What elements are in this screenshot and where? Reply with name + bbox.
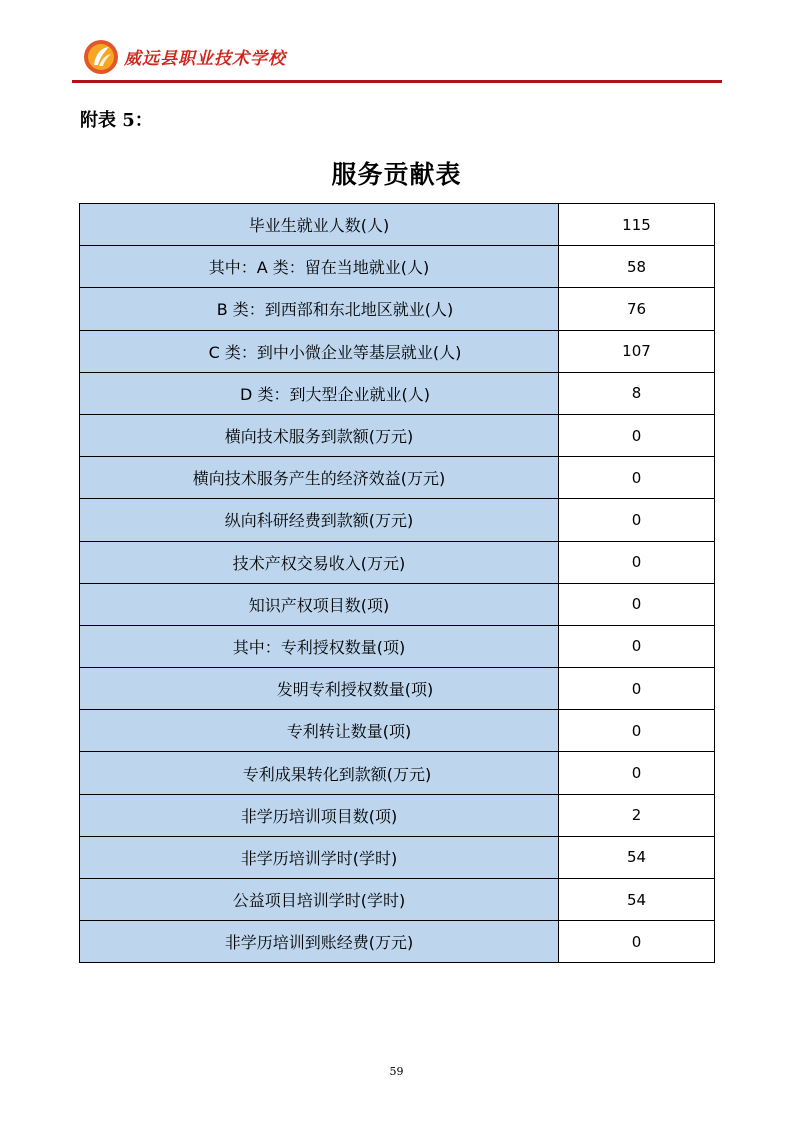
table-row	[80, 541, 715, 583]
row-label: 横向技术服务产生的经济效益(万元)	[80, 457, 559, 499]
table-row	[80, 752, 715, 794]
table-row	[80, 836, 715, 878]
table-row	[80, 499, 715, 541]
table-row	[80, 583, 715, 625]
row-value: 0	[559, 414, 715, 456]
row-label: 其中：专利授权数量(项)	[80, 625, 559, 667]
appendix-label: 附表 5：	[80, 110, 153, 131]
row-value: 115	[559, 204, 715, 246]
row-label: 专利成果转化到款额(万元)	[80, 752, 559, 794]
row-value: 0	[559, 541, 715, 583]
row-value: 54	[559, 879, 715, 921]
row-value: 8	[559, 372, 715, 414]
row-label: 毕业生就业人数(人)	[80, 204, 559, 246]
school-emblem-icon	[82, 38, 120, 76]
row-value: 0	[559, 499, 715, 541]
row-value: 0	[559, 457, 715, 499]
row-value: 0	[559, 752, 715, 794]
row-value: 0	[559, 710, 715, 752]
page-number: 59	[389, 1065, 404, 1078]
table-row	[80, 921, 715, 963]
table-row	[80, 879, 715, 921]
school-name: 威远县职业技术学校	[124, 49, 286, 69]
row-label: 纵向科研经费到款额(万元)	[80, 499, 559, 541]
page-title: 服务贡献表	[331, 160, 462, 189]
row-value: 54	[559, 836, 715, 878]
table-row	[80, 625, 715, 667]
row-label: 发明专利授权数量(项)	[80, 668, 559, 710]
table-row	[80, 288, 715, 330]
row-value: 2	[559, 794, 715, 836]
row-label: 专利转让数量(项)	[80, 710, 559, 752]
table-row	[80, 457, 715, 499]
page-header	[82, 38, 722, 78]
row-value: 58	[559, 246, 715, 288]
row-label: C 类：到中小微企业等基层就业(人)	[80, 330, 559, 372]
row-label: D 类：到大型企业就业(人)	[80, 372, 559, 414]
row-value: 0	[559, 668, 715, 710]
row-value: 0	[559, 625, 715, 667]
row-label: B 类：到西部和东北地区就业(人)	[80, 288, 559, 330]
table-row	[80, 414, 715, 456]
table-row	[80, 204, 715, 246]
row-value: 0	[559, 921, 715, 963]
row-value: 107	[559, 330, 715, 372]
row-label: 技术产权交易收入(万元)	[80, 541, 559, 583]
table-row	[80, 794, 715, 836]
row-value: 76	[559, 288, 715, 330]
row-label: 非学历培训项目数(项)	[80, 794, 559, 836]
row-label: 横向技术服务到款额(万元)	[80, 414, 559, 456]
row-label: 知识产权项目数(项)	[80, 583, 559, 625]
table-row	[80, 372, 715, 414]
row-label: 非学历培训到账经费(万元)	[80, 921, 559, 963]
table-row	[80, 246, 715, 288]
row-label: 非学历培训学时(学时)	[80, 836, 559, 878]
table-row	[80, 330, 715, 372]
service-contribution-table	[79, 203, 715, 963]
header-divider	[72, 80, 722, 83]
row-label: 其中：A 类：留在当地就业(人)	[80, 246, 559, 288]
row-label: 公益项目培训学时(学时)	[80, 879, 559, 921]
row-value: 0	[559, 583, 715, 625]
table-row	[80, 668, 715, 710]
table-row	[80, 710, 715, 752]
